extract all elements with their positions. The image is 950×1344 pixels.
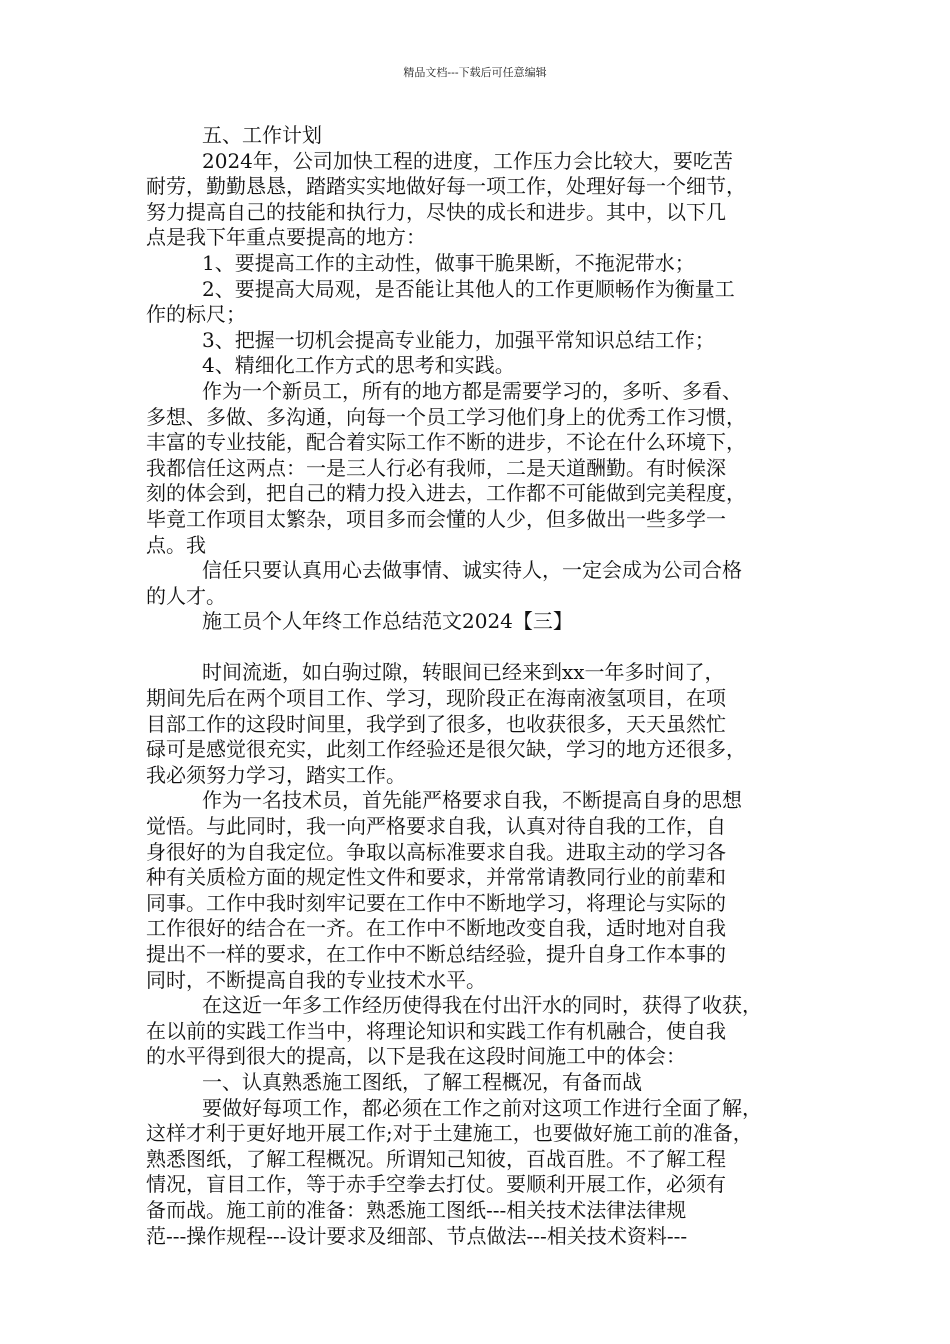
text-line: 身很好的为自我定位。争取以高标准要求自我。进取主动的学习各	[146, 839, 726, 864]
text-line: 作为一个新员工，所有的地方都是需要学习的，多听、多看、	[202, 378, 742, 403]
text-line: 耐劳，勤勤恳恳，踏踏实实地做好每一项工作，处理好每一个细节，	[146, 174, 746, 199]
text-line: 觉悟。与此同时，我一向严格要求自我，认真对待自我的工作，自	[146, 814, 726, 839]
text-line: 毕竟工作项目太繁杂，项目多而会懂的人少，但多做出一些多学一	[146, 506, 726, 531]
text-line: 工作很好的结合在一齐。在工作中不断地改变自我，适时地对自我	[146, 916, 726, 941]
text-line: 这样才利于更好地开展工作;对于土建施工，也要做好施工前的准备，	[146, 1121, 753, 1146]
blank-line	[146, 635, 818, 661]
text-line: 我必须努力学习，踏实工作。	[146, 762, 406, 787]
text-line: 种有关质检方面的规定性文件和要求，并常常请教同行业的前辈和	[146, 865, 726, 890]
text-line: 情况，盲目工作，等于赤手空拳去打仗。要顺利开展工作，必须有	[146, 1172, 726, 1197]
text-line: 熟悉图纸，了解工程概况。所谓知己知彼，百战百胜。不了解工程	[146, 1146, 726, 1171]
text-line: 要做好每项工作，都必须在工作之前对这项工作进行全面了解，	[202, 1095, 762, 1120]
text-line: 丰富的专业技能，配合着实际工作不断的进步，不论在什么环境下，	[146, 430, 746, 455]
text-line: 在以前的实践工作当中，将理论知识和实践工作有机融合，使自我	[146, 1018, 726, 1043]
document-body	[146, 123, 818, 1249]
text-line: 2、要提高大局观，是否能让其他人的工作更顺畅作为衡量工	[202, 276, 735, 301]
text-line: 作的标尺；	[146, 302, 246, 327]
text-line: 我都信任这两点：一是三人行必有我师，二是天道酬勤。有时候深	[146, 455, 726, 480]
text-line: 点。我	[146, 532, 206, 557]
text-line: 同事。工作中我时刻牢记要在工作中不断地学习，将理论与实际的	[146, 890, 726, 915]
text-line: 期间先后在两个项目工作、学习，现阶段正在海南液氢项目，在项	[146, 686, 726, 711]
text-line: 在这近一年多工作经历使得我在付出汗水的同时，获得了收获，	[202, 993, 762, 1018]
text-line: 提出不一样的要求，在工作中不断总结经验，提升自身工作本事的	[146, 942, 726, 966]
text-line: 五、工作计划	[202, 123, 322, 147]
text-line: 1、要提高工作的主动性，做事干脆果断，不拖泥带水；	[202, 250, 695, 275]
text-line: 备而战。施工前的准备：熟悉施工图纸---相关技术法律法律规	[146, 1197, 687, 1222]
text-line: 刻的体会到，把自己的精力投入进去，工作都不可能做到完美程度，	[146, 481, 746, 506]
text-line: 同时，不断提高自我的专业技术水平。	[146, 967, 486, 992]
text-line: 目部工作的这段时间里，我学到了很多，也收获很多，天天虽然忙	[146, 711, 726, 736]
text-line: 2024年，公司加快工程的进度，工作压力会比较大，要吃苦	[202, 148, 733, 173]
page-header: 精品文档---下载后可任意编辑	[403, 66, 547, 79]
text-line: 点是我下年重点要提高的地方：	[146, 225, 426, 250]
text-line: 作为一名技术员，首先能严格要求自我，不断提高自身的思想	[202, 788, 742, 813]
text-line: 的人才。	[146, 583, 226, 608]
text-line: 的水平得到很大的提高，以下是我在这段时间施工中的体会：	[146, 1044, 686, 1069]
text-line: 多想、多做、多沟通，向每一个员工学习他们身上的优秀工作习惯，	[146, 404, 746, 429]
text-line: 施工员个人年终工作总结范文2024【三】	[202, 609, 573, 634]
text-line: 时间流逝，如白驹过隙，转眼间已经来到xx一年多时间了，	[202, 660, 725, 685]
text-line: 碌可是感觉很充实，此刻工作经验还是很欠缺，学习的地方还很多，	[146, 737, 746, 762]
text-line: 一、认真熟悉施工图纸，了解工程概况，有备而战	[202, 1069, 642, 1094]
text-line: 范---操作规程---设计要求及细部、节点做法---相关技术资料---	[146, 1223, 688, 1248]
text-line: 信任只要认真用心去做事情、诚实待人，一定会成为公司合格	[202, 558, 742, 583]
text-line: 3、把握一切机会提高专业能力，加强平常知识总结工作；	[202, 327, 715, 352]
text-line: 4、精细化工作方式的思考和实践。	[202, 353, 515, 378]
text-line: 努力提高自己的技能和执行力，尽快的成长和进步。其中，以下几	[146, 199, 726, 224]
